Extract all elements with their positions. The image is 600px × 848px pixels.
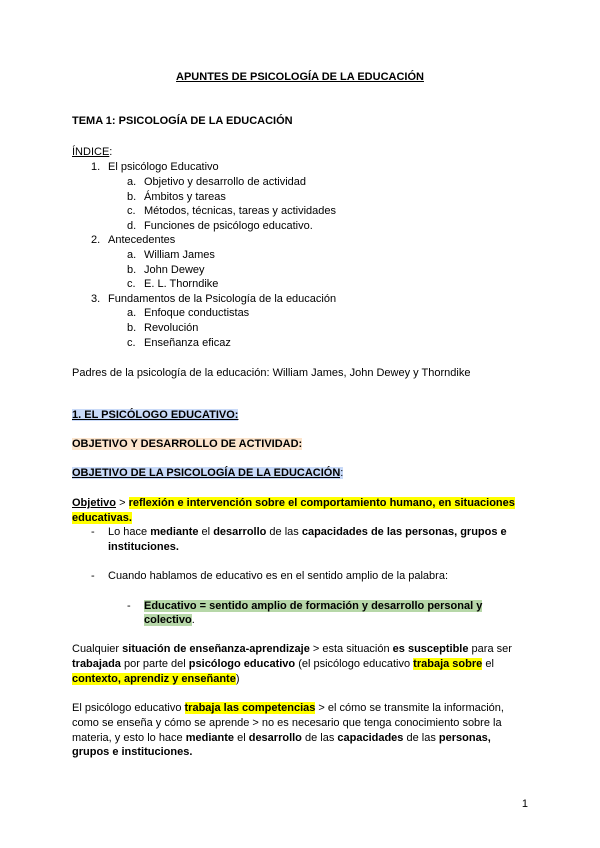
index-subitem-2c-letter: c. bbox=[127, 278, 136, 290]
bullet-3-highlight-2: colectivo bbox=[144, 614, 192, 626]
objetivo-line-1 bbox=[72, 496, 515, 511]
index-subitem-1a-letter: a. bbox=[127, 176, 137, 188]
bullet-1-bold-3: capacidades de las personas, grupos e bbox=[301, 526, 507, 538]
para-2-bold-3: capacidades bbox=[337, 732, 404, 744]
para-1-highlight-1: trabaja sobre bbox=[413, 658, 483, 670]
bullet-3-line-2 bbox=[144, 613, 195, 628]
bullet-2-text: Cuando hablamos de educativo es en el sentido amplio de la palabra: bbox=[108, 570, 449, 582]
objetivo-desarrollo-heading bbox=[72, 437, 302, 452]
para-1-text-7: ) bbox=[235, 673, 240, 685]
para-2-bold-1: mediante bbox=[185, 732, 235, 744]
objetivo-desarrollo-text: OBJETIVO Y DESARROLLO DE ACTIVIDAD: bbox=[72, 438, 303, 450]
padres-line: Padres de la psicología de la educación: William James, John Dewey y Thorndike bbox=[72, 367, 471, 379]
bullet-1-dash: - bbox=[91, 526, 95, 538]
objetivo-psicologia-text: OBJETIVO DE LA PSICOLOGÍA DE LA EDUCACIÓN bbox=[72, 467, 341, 479]
bullet-3-highlight-1: Educativo = sentido amplio de formación y desarrollo personal y bbox=[144, 600, 483, 612]
para-1-highlight-2: contexto, aprendiz y enseñante bbox=[72, 673, 236, 685]
index-subitem-3c-letter: c. bbox=[127, 337, 136, 349]
para-2-line-3 bbox=[72, 731, 491, 746]
para-2-text-1: El psicólogo educativo bbox=[72, 702, 185, 714]
index-subitem-2a-letter: a. bbox=[127, 249, 137, 261]
objetivo-label: Objetivo bbox=[72, 497, 117, 509]
para-1-bold-3: trabajada bbox=[72, 658, 121, 670]
para-2-bold-4: personas, bbox=[438, 732, 491, 744]
bullet-1-text-3: de las bbox=[266, 526, 302, 538]
index-subitem-1a: Objetivo y desarrollo de actividad bbox=[144, 176, 307, 188]
para-2-text-2: > el cómo se transmite la información, bbox=[315, 702, 504, 714]
index-item-1: El psicólogo Educativo bbox=[108, 161, 219, 173]
para-1-bold-4: psicólogo educativo bbox=[188, 658, 296, 670]
para-2-text-6: de las bbox=[403, 732, 439, 744]
index-label bbox=[72, 145, 112, 160]
bullet-3-line-1 bbox=[144, 599, 482, 614]
index-subitem-2c: E. L. Thorndike bbox=[144, 278, 219, 290]
index-item-2: Antecedentes bbox=[108, 234, 176, 246]
index-item-3-num: 3. bbox=[91, 293, 101, 305]
objetivo-line-2 bbox=[72, 511, 132, 526]
para-1-text-6: el bbox=[482, 658, 494, 670]
index-subitem-2b: John Dewey bbox=[144, 264, 205, 276]
bullet-3-dash: - bbox=[127, 600, 131, 612]
index-item-3: Fundamentos de la Psicología de la educación bbox=[108, 293, 337, 305]
bullet-1-text-1: Lo hace bbox=[108, 526, 151, 538]
para-2-bold-2: desarrollo bbox=[248, 732, 302, 744]
para-2-text-3: materia, y esto lo hace bbox=[72, 732, 186, 744]
index-subitem-1b: Ámbitos y tareas bbox=[144, 191, 226, 203]
bullet-1-text-2: el bbox=[198, 526, 214, 538]
para-2-line-1 bbox=[72, 701, 504, 716]
para-1-text-3: para ser bbox=[468, 643, 512, 655]
index-subitem-3a-letter: a. bbox=[127, 307, 137, 319]
para-1-text-5: (el psicólogo educativo bbox=[295, 658, 414, 670]
index-label-colon: : bbox=[109, 146, 113, 158]
para-1-line-2 bbox=[72, 657, 494, 672]
para-1-bold-2: es susceptible bbox=[392, 643, 469, 655]
index-subitem-1d: Funciones de psicólogo educativo. bbox=[144, 220, 313, 232]
objetivo-highlight-2: educativas. bbox=[72, 512, 132, 524]
objetivo-psicologia-heading bbox=[72, 466, 343, 481]
bullet-3-end: . bbox=[191, 614, 195, 626]
index-subitem-3c: Enseñanza eficaz bbox=[144, 337, 231, 349]
objetivo-highlight-1: reflexión e intervención sobre el comportamiento humano, en situaciones bbox=[128, 497, 515, 509]
para-1-bold-1: situación de enseñanza-aprendizaje bbox=[122, 643, 310, 655]
tema-heading: TEMA 1: PSICOLOGÍA DE LA EDUCACIÓN bbox=[72, 115, 293, 127]
index-subitem-2b-letter: b. bbox=[127, 264, 137, 276]
objetivo-psicologia-colon: : bbox=[340, 467, 344, 479]
para-2-text-5: de las bbox=[301, 732, 338, 744]
bullet-1-line-2: instituciones. bbox=[108, 541, 179, 553]
index-subitem-3b: Revolución bbox=[144, 322, 199, 334]
index-subitem-1b-letter: b. bbox=[127, 191, 137, 203]
para-2-line-2: como se enseña y cómo se aprende > no es necesario que tenga conocimiento sobre la bbox=[72, 717, 502, 729]
index-item-2-num: 2. bbox=[91, 234, 101, 246]
bullet-1-bold-1: mediante bbox=[150, 526, 199, 538]
index-subitem-3a: Enfoque conductistas bbox=[144, 307, 250, 319]
bullet-1-line-1 bbox=[108, 525, 507, 540]
index-subitem-2a: William James bbox=[144, 249, 215, 261]
document-title: APUNTES DE PSICOLOGÍA DE LA EDUCACIÓN bbox=[176, 71, 424, 83]
para-1-line-3 bbox=[72, 672, 240, 687]
index-label-text: ÍNDICE bbox=[72, 146, 110, 158]
para-2-highlight-1: trabaja las competencias bbox=[184, 702, 316, 714]
bullet-2-dash: - bbox=[91, 570, 95, 582]
para-1-text-1: Cualquier bbox=[72, 643, 123, 655]
para-1-text-4: por parte del bbox=[120, 658, 189, 670]
index-subitem-1c: Métodos, técnicas, tareas y actividades bbox=[144, 205, 336, 217]
para-1-text-2: > esta situación bbox=[309, 643, 393, 655]
para-1-line-1 bbox=[72, 642, 512, 657]
index-subitem-3b-letter: b. bbox=[127, 322, 137, 334]
section-1-heading-text: 1. EL PSICÓLOGO EDUCATIVO: bbox=[72, 409, 239, 421]
para-2-text-4: el bbox=[234, 732, 249, 744]
index-item-1-num: 1. bbox=[91, 161, 101, 173]
index-subitem-1c-letter: c. bbox=[127, 205, 136, 217]
page-number: 1 bbox=[521, 798, 528, 810]
para-2-line-4: grupos e instituciones. bbox=[72, 746, 193, 758]
index-subitem-1d-letter: d. bbox=[127, 220, 137, 232]
objetivo-sep: > bbox=[116, 497, 129, 509]
bullet-1-bold-2: desarrollo bbox=[213, 526, 267, 538]
section-1-heading bbox=[72, 408, 238, 423]
